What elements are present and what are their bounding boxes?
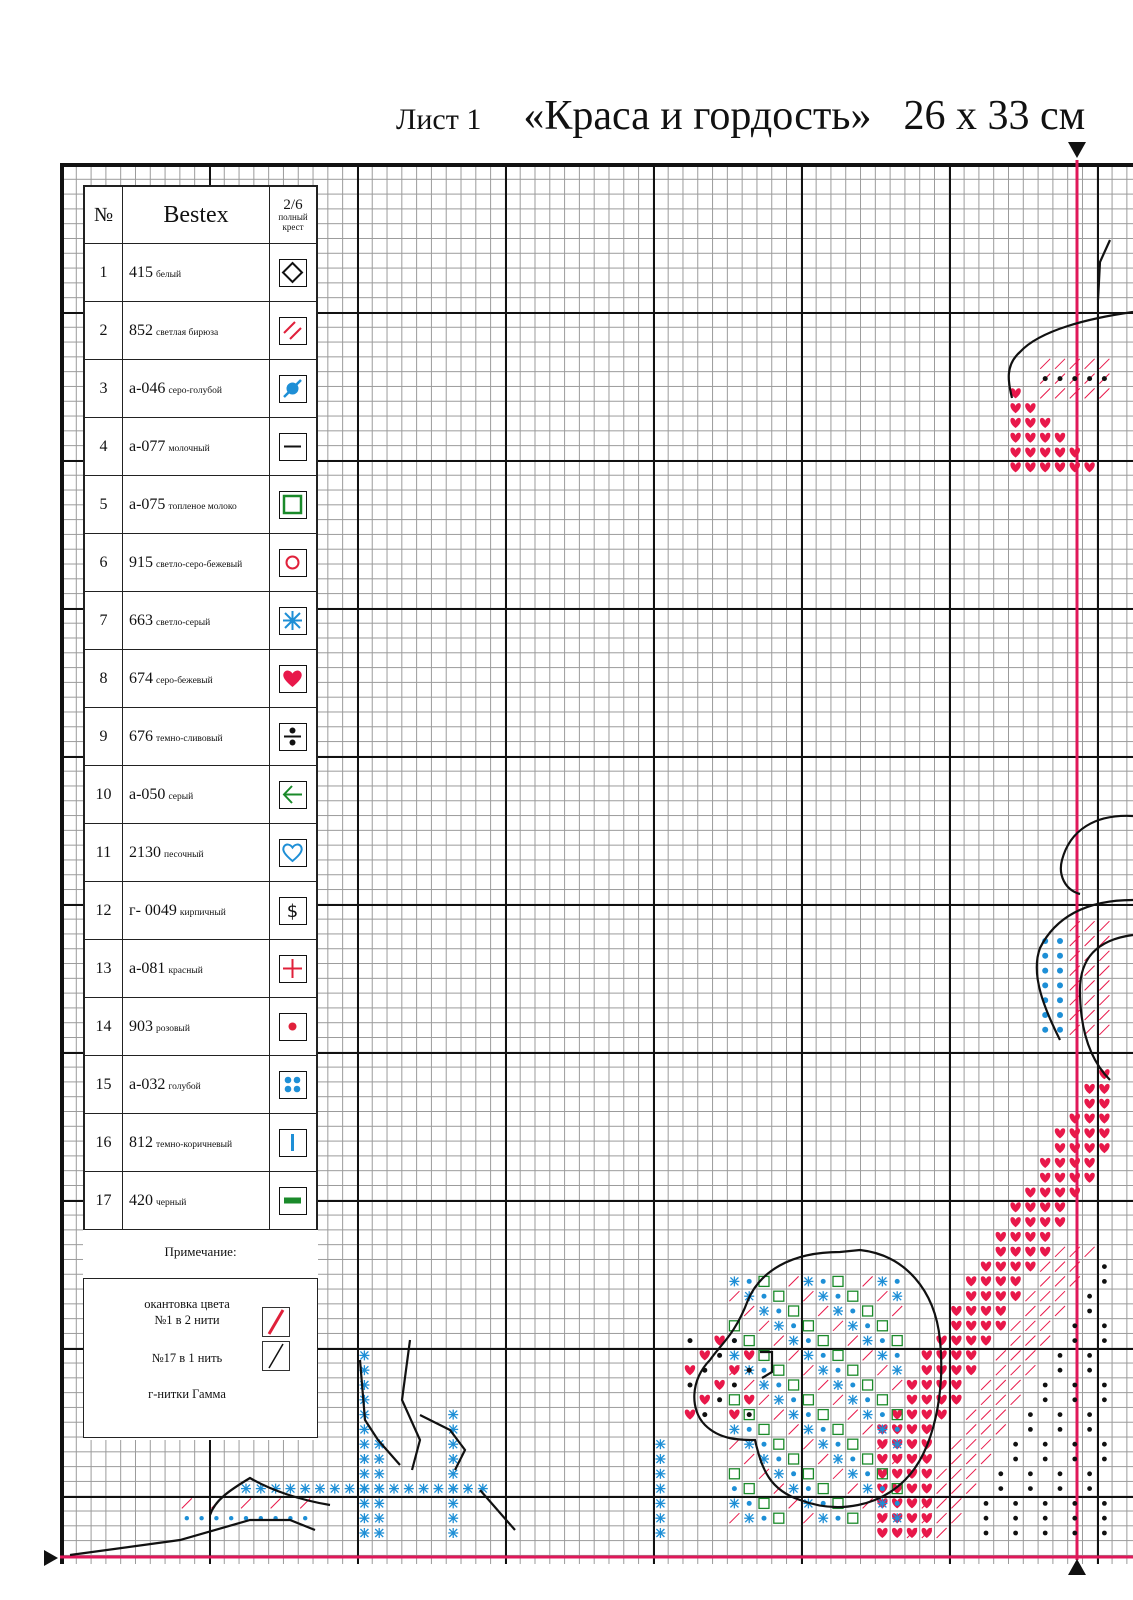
- thread-code: 420: [129, 1191, 153, 1209]
- legend-row-number: 16: [85, 1114, 123, 1172]
- legend-row-symbol: [270, 824, 317, 882]
- diamond-outline-icon: [279, 259, 307, 287]
- legend-row: [85, 592, 317, 650]
- legend-row-number: 15: [85, 1056, 123, 1114]
- thread-code: а-077: [129, 437, 166, 455]
- legend-row-color: [123, 998, 270, 1056]
- thread-color-name: темно-коричневый: [156, 1139, 233, 1150]
- legend-row-color: [123, 824, 270, 882]
- thread-color-name: белый: [156, 269, 182, 280]
- center-arrow-left-icon: [44, 1550, 58, 1566]
- note-gamma-threads: г-нитки Гамма: [148, 1387, 226, 1401]
- legend-row-color: [123, 360, 270, 418]
- green-bar-icon: [279, 1187, 307, 1215]
- thread-color-name: светло-серо-бежевый: [156, 559, 243, 570]
- pattern-size: 26 х 33 см: [903, 93, 1086, 139]
- legend-row-number: 7: [85, 592, 123, 650]
- svg-text:$: $: [286, 900, 299, 922]
- green-square-icon: [279, 491, 307, 519]
- thread-color-name: черный: [156, 1197, 187, 1208]
- thread-color-name: светло-серый: [156, 617, 211, 628]
- dash-icon: [279, 433, 307, 461]
- legend-row-symbol: [270, 360, 317, 418]
- legend-note: [83, 1230, 318, 1440]
- legend-row: [85, 360, 317, 418]
- legend-row-number: 17: [85, 1172, 123, 1230]
- legend-row: [85, 766, 317, 824]
- center-arrow-top-icon: [1068, 142, 1086, 158]
- legend-row-number: 1: [85, 244, 123, 302]
- note-title: Примечание:: [164, 1244, 237, 1259]
- legend-row-symbol: [270, 534, 317, 592]
- thread-code: а-081: [129, 959, 166, 977]
- thread-color-name: серый: [168, 791, 194, 802]
- legend-row: [85, 1056, 317, 1114]
- legend-header-stitch-ratio: 2/6: [283, 197, 303, 213]
- legend-rows: [85, 244, 317, 1230]
- legend-row-symbol: [270, 766, 317, 824]
- legend-row-number: 13: [85, 940, 123, 998]
- legend-row-color: [123, 882, 270, 940]
- note-black-threads: №17 в 1 нить: [151, 1351, 223, 1365]
- note-box: [83, 1278, 318, 1438]
- legend-row-symbol: [270, 1056, 317, 1114]
- legend-row-number: 4: [85, 418, 123, 476]
- legend-row-color: [123, 476, 270, 534]
- legend-row: [85, 1172, 317, 1230]
- thread-code: а-075: [129, 495, 166, 513]
- thread-code: 852: [129, 321, 153, 339]
- legend-row-symbol: [270, 418, 317, 476]
- legend-row: [85, 534, 317, 592]
- thread-color-name: светлая бирюза: [156, 327, 219, 338]
- legend-row: [85, 882, 317, 940]
- legend-row-color: [123, 592, 270, 650]
- thread-code: 915: [129, 553, 153, 571]
- legend-row: [85, 244, 317, 302]
- legend-row: [85, 418, 317, 476]
- thread-color-name: молочный: [168, 443, 210, 454]
- thread-code: 2130: [129, 843, 161, 861]
- legend-row: [85, 998, 317, 1056]
- legend-row-color: [123, 708, 270, 766]
- legend-row-symbol: [270, 244, 317, 302]
- asterisk-icon: [279, 607, 307, 635]
- legend-row: [85, 708, 317, 766]
- thread-code: 676: [129, 727, 153, 745]
- thread-code: 903: [129, 1017, 153, 1035]
- legend-row-symbol: [270, 592, 317, 650]
- legend-header-brand: Bestex: [123, 187, 270, 244]
- legend-row-color: [123, 302, 270, 360]
- pattern-title: «Краса и гордость»: [523, 93, 872, 139]
- thread-color-name: песочный: [164, 849, 204, 860]
- black-backstitch-swatch-icon: [262, 1341, 290, 1371]
- thread-code: 812: [129, 1133, 153, 1151]
- thread-color-name: топленое молоко: [168, 501, 237, 512]
- red-dot-icon: [279, 1013, 307, 1041]
- legend-row-number: 10: [85, 766, 123, 824]
- thread-code: а-046: [129, 379, 166, 397]
- legend-header-stitch: [270, 187, 317, 244]
- legend-row-number: 14: [85, 998, 123, 1056]
- sheet-header: [396, 92, 1085, 140]
- legend-row-symbol: [270, 650, 317, 708]
- legend-row-symbol: [270, 998, 317, 1056]
- legend-row-number: 3: [85, 360, 123, 418]
- red-backstitch-swatch-icon: [262, 1307, 290, 1337]
- legend-row-symbol: [270, 882, 317, 940]
- legend-row-number: 5: [85, 476, 123, 534]
- double-slash-icon: [279, 317, 307, 345]
- thread-color-name: розовый: [156, 1023, 190, 1034]
- note-outline-color-label: окантовка цвета: [144, 1297, 230, 1311]
- legend-row-color: [123, 418, 270, 476]
- four-dots-icon: [279, 1071, 307, 1099]
- red-circle-icon: [279, 549, 307, 577]
- legend-row-color: [123, 650, 270, 708]
- vertical-bar-icon: [279, 1129, 307, 1157]
- legend-row-color: [123, 940, 270, 998]
- legend-row-color: [123, 244, 270, 302]
- legend-row-number: 2: [85, 302, 123, 360]
- note-outline-color-threads: №1 в 2 нити: [154, 1313, 220, 1327]
- legend-row: [85, 650, 317, 708]
- thread-code: г- 0049: [129, 901, 177, 919]
- thread-code: 674: [129, 669, 153, 687]
- sheet-number: Лист 1: [396, 103, 482, 136]
- thread-code: а-032: [129, 1075, 166, 1093]
- thread-color-name: голубой: [168, 1081, 201, 1092]
- legend-row-number: 11: [85, 824, 123, 882]
- legend-row-number: 12: [85, 882, 123, 940]
- legend-row-symbol: [270, 476, 317, 534]
- plus-icon: [279, 955, 307, 983]
- thread-color-name: серо-голубой: [168, 385, 222, 396]
- legend-row-symbol: [270, 940, 317, 998]
- thread-color-name: серо-бежевый: [156, 675, 213, 686]
- legend-row: [85, 302, 317, 360]
- legend-row-symbol: [270, 302, 317, 360]
- legend-row-color: [123, 1172, 270, 1230]
- thread-color-name: темно-сливовый: [156, 733, 223, 744]
- legend-row-color: [123, 534, 270, 592]
- legend-row-color: [123, 1056, 270, 1114]
- dollar-icon: [279, 897, 307, 925]
- legend-header-stitch-type: полный крест: [278, 212, 308, 232]
- heart-icon: [279, 665, 307, 693]
- legend-row-symbol: [270, 1172, 317, 1230]
- blue-dot-slash-icon: [279, 375, 307, 403]
- legend-header-number: №: [85, 187, 123, 244]
- legend-row-color: [123, 1114, 270, 1172]
- legend-row: [85, 1114, 317, 1172]
- thread-code: 415: [129, 263, 153, 281]
- division-icon: [279, 723, 307, 751]
- legend-row-color: [123, 766, 270, 824]
- thread-code: а-050: [129, 785, 166, 803]
- thread-color-name: красный: [168, 965, 203, 976]
- thread-color-name: кирпичный: [179, 907, 226, 918]
- legend-row: [85, 476, 317, 534]
- legend-row-symbol: [270, 708, 317, 766]
- legend-row-number: 6: [85, 534, 123, 592]
- legend-row: [85, 824, 317, 882]
- legend-row: [85, 940, 317, 998]
- arrow-left-icon: [279, 781, 307, 809]
- heart-outline-icon: [279, 839, 307, 867]
- legend-row-number: 8: [85, 650, 123, 708]
- thread-code: 663: [129, 611, 153, 629]
- legend-row-number: 9: [85, 708, 123, 766]
- color-key-table: [83, 185, 318, 1231]
- legend-row-symbol: [270, 1114, 317, 1172]
